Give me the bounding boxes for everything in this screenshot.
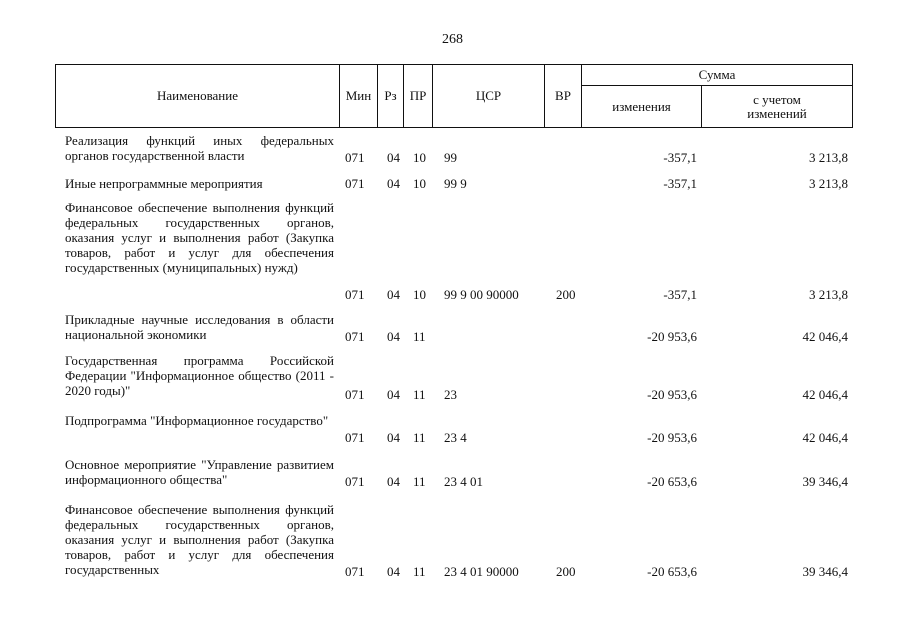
row-vr: 200 (556, 287, 576, 302)
header-vr: ВР (545, 65, 582, 127)
row-total: 3 213,8 (809, 150, 848, 165)
row-pr: 11 (413, 430, 426, 445)
row-vr: 200 (556, 564, 576, 579)
row-change: -20 653,6 (647, 564, 697, 579)
row-csr: 23 4 (444, 430, 467, 445)
row-pr: 11 (413, 387, 426, 402)
row-change: -20 953,6 (647, 329, 697, 344)
row-rz: 04 (387, 430, 400, 445)
row-csr: 99 (444, 150, 457, 165)
row-pr: 10 (413, 287, 426, 302)
row-change: -20 653,6 (647, 474, 697, 489)
row-change: -357,1 (663, 287, 697, 302)
row-name: Государственная программа Российской Федерации "Информационное общество (2011 - 2020 годы)" (65, 353, 334, 398)
header-sum: Сумма (582, 65, 852, 86)
page-number: 268 (442, 32, 463, 47)
row-total: 3 213,8 (809, 176, 848, 191)
row-min: 071 (345, 474, 365, 489)
row-min: 071 (345, 287, 365, 302)
row-pr: 11 (413, 474, 426, 489)
row-change: -357,1 (663, 150, 697, 165)
row-name: Подпрограмма "Информационное государство" (65, 413, 329, 428)
row-rz: 04 (387, 176, 400, 191)
header-csr: ЦСР (433, 65, 545, 127)
row-min: 071 (345, 387, 365, 402)
table-row (0, 457, 905, 489)
row-total: 42 046,4 (802, 430, 848, 445)
row-rz: 04 (387, 564, 400, 579)
row-name: Прикладные научные исследования в области национальной экономики (65, 312, 334, 342)
row-pr: 11 (413, 564, 426, 579)
row-csr: 23 (444, 387, 457, 402)
table-row (0, 353, 905, 402)
table-header (55, 64, 853, 128)
row-name: Иные непрограммные мероприятия (65, 176, 263, 191)
table-row (0, 413, 905, 445)
table-row (0, 200, 905, 302)
row-change: -20 953,6 (647, 387, 697, 402)
header-pr: ПР (404, 65, 433, 127)
header-total (702, 86, 852, 127)
header-name: Наименование (56, 65, 340, 127)
row-csr: 99 9 00 90000 (444, 287, 519, 302)
header-total-line1: с учетом (753, 91, 801, 107)
table-row (0, 133, 905, 165)
table-row (0, 176, 905, 191)
row-rz: 04 (387, 150, 400, 165)
row-min: 071 (345, 430, 365, 445)
row-rz: 04 (387, 474, 400, 489)
row-rz: 04 (387, 329, 400, 344)
row-total: 39 346,4 (802, 474, 848, 489)
table-row (0, 312, 905, 344)
row-rz: 04 (387, 287, 400, 302)
row-min: 071 (345, 176, 365, 191)
row-name: Финансовое обеспечение выполнения функций федеральных государственных органов, оказания услуг и выполнения работ (Закупка товаров, работ и услуг для обеспечения государственных (65, 502, 334, 577)
header-total-line2: изменений (747, 105, 807, 121)
row-total: 39 346,4 (802, 564, 848, 579)
header-min: Мин (340, 65, 378, 127)
row-change: -357,1 (663, 176, 697, 191)
row-min: 071 (345, 150, 365, 165)
row-min: 071 (345, 564, 365, 579)
row-pr: 10 (413, 176, 426, 191)
row-total: 42 046,4 (802, 329, 848, 344)
row-total: 42 046,4 (802, 387, 848, 402)
row-min: 071 (345, 329, 365, 344)
row-pr: 11 (413, 329, 426, 344)
row-rz: 04 (387, 387, 400, 402)
row-name: Реализация функций иных федеральных органов государственной власти (65, 133, 334, 163)
row-csr: 99 9 (444, 176, 467, 191)
row-name: Основное мероприятие "Управление развитием информационного общества" (65, 457, 334, 487)
row-csr: 23 4 01 90000 (444, 564, 519, 579)
row-pr: 10 (413, 150, 426, 165)
row-name: Финансовое обеспечение выполнения функций федеральных государственных органов, оказания услуг и выполнения работ (Закупка товаров, работ и услуг для обеспечения государственных (муниципальных) нужд) (65, 200, 334, 275)
table-row (0, 502, 905, 579)
header-change: изменения (582, 86, 702, 127)
row-csr: 23 4 01 (444, 474, 483, 489)
header-rz: Рз (378, 65, 404, 127)
row-total: 3 213,8 (809, 287, 848, 302)
row-change: -20 953,6 (647, 430, 697, 445)
